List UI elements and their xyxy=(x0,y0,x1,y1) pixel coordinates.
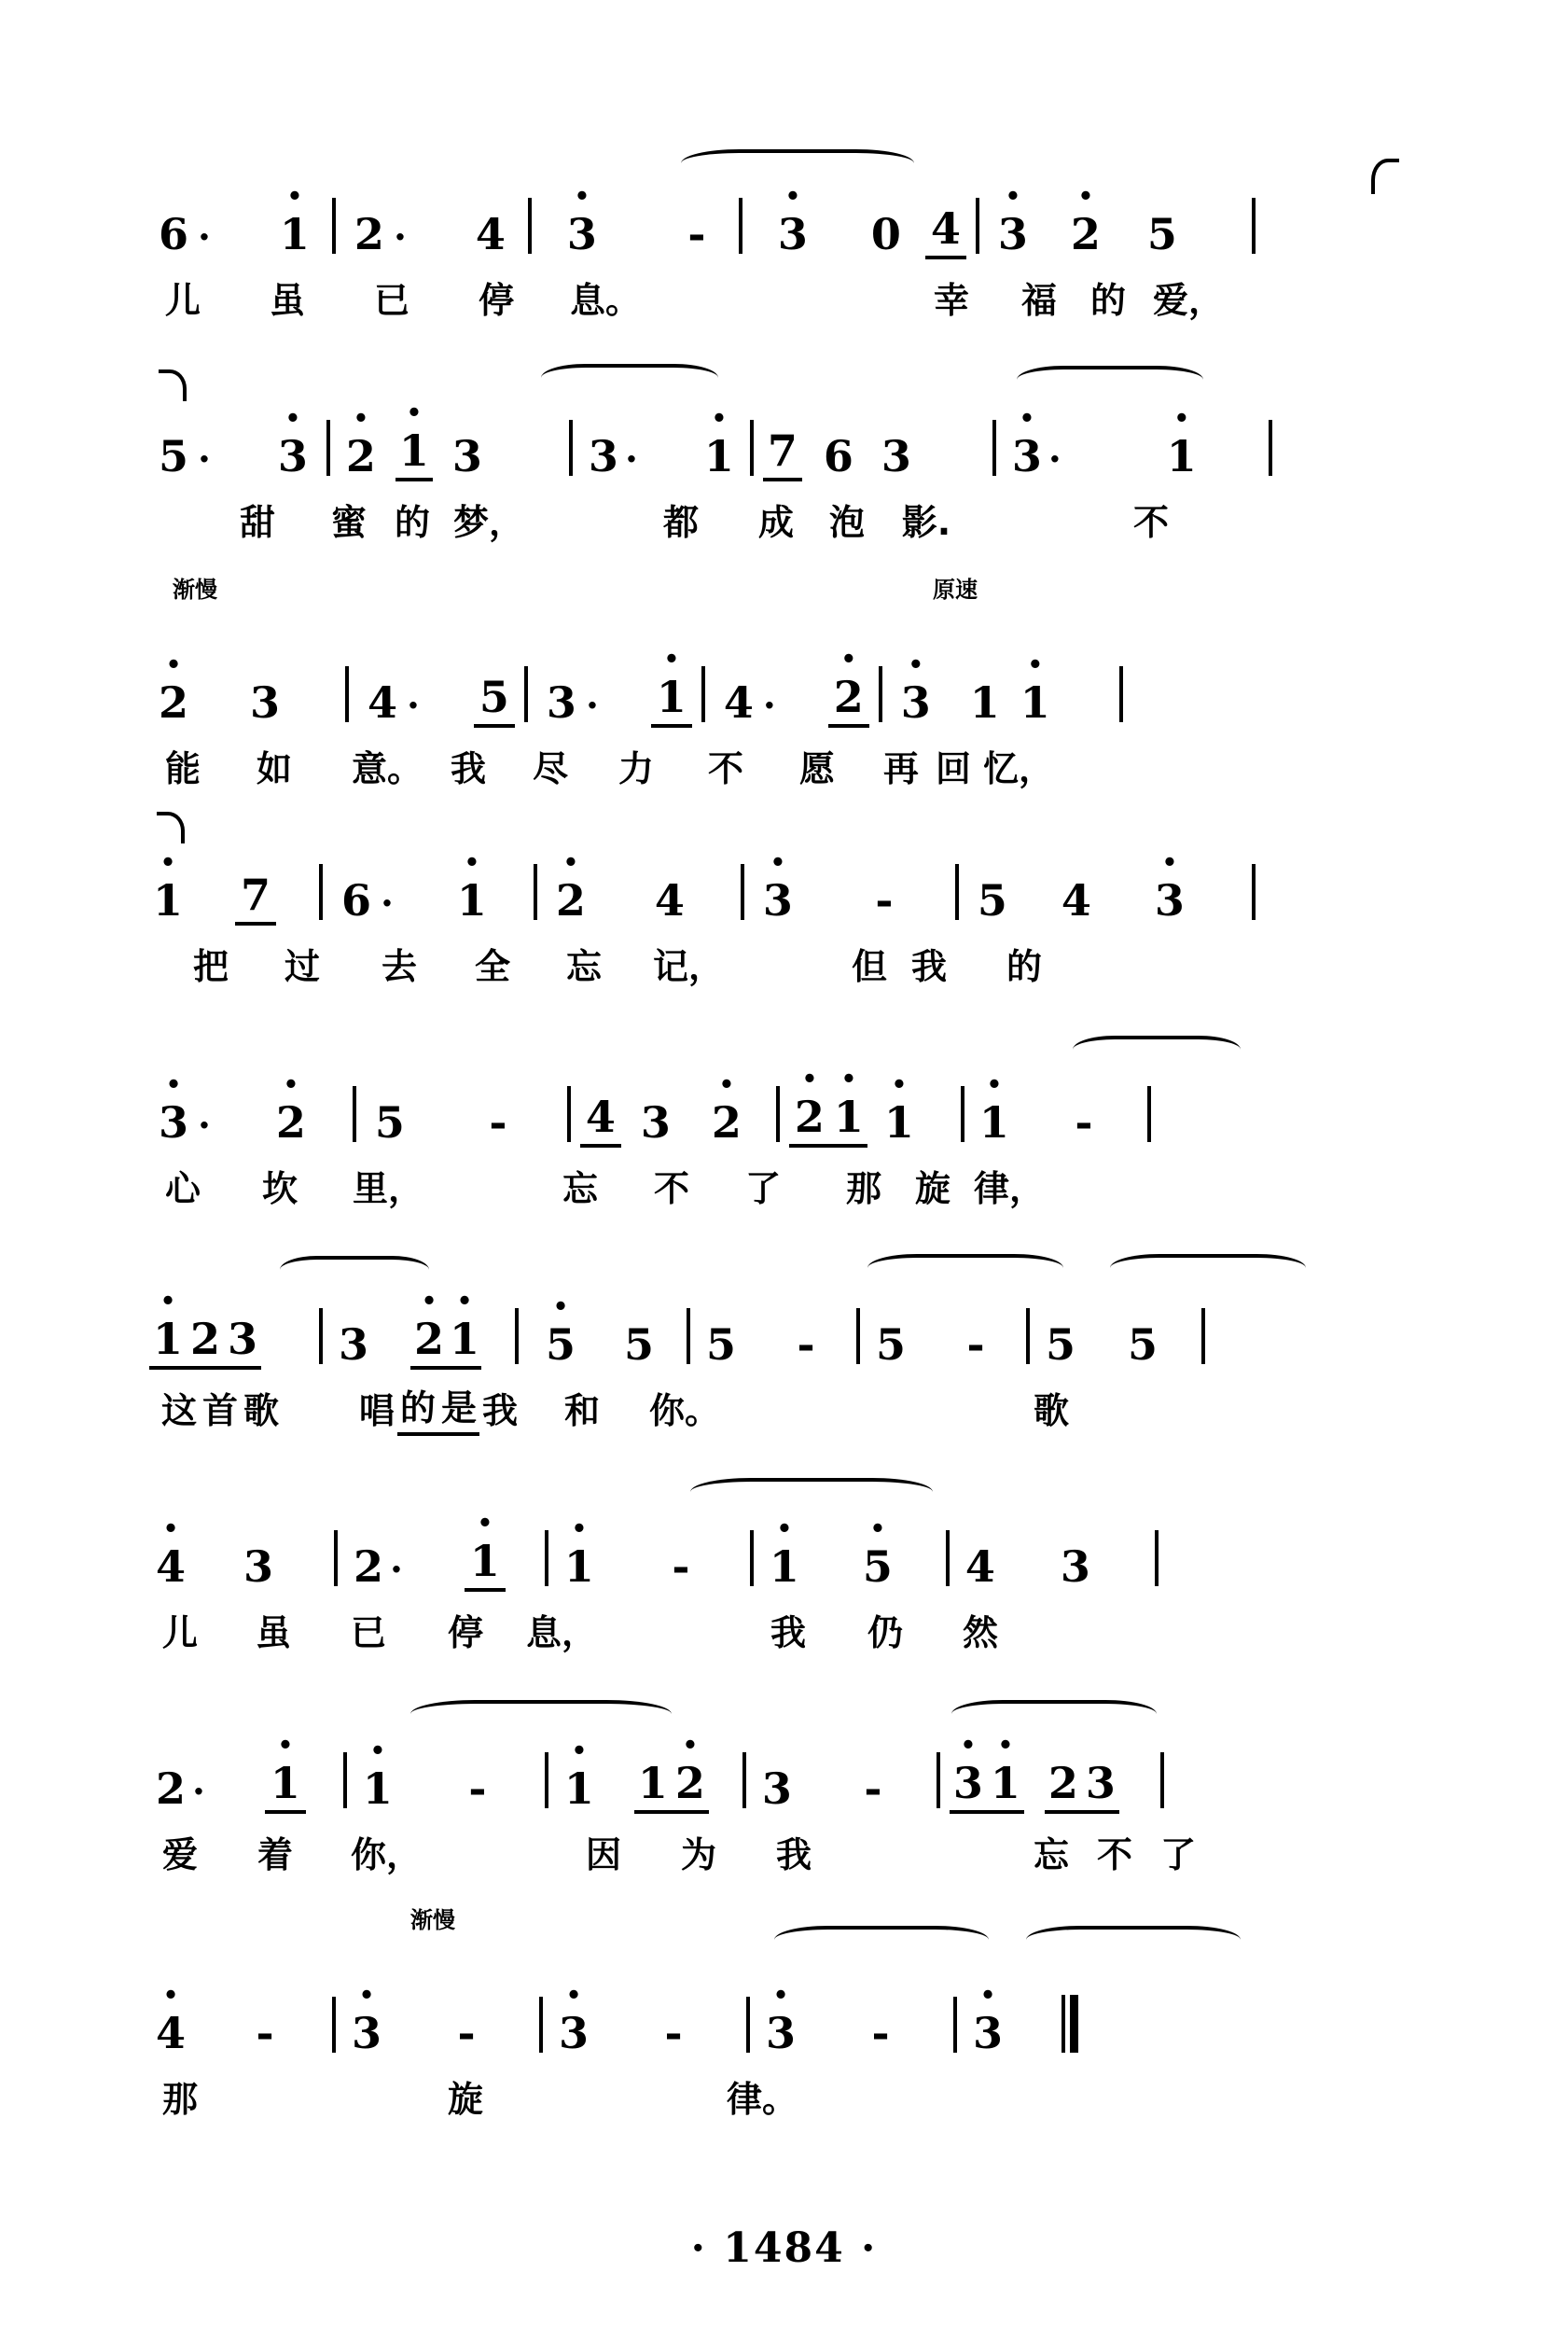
lyric-syllable: 律， xyxy=(973,1167,1045,1209)
lyric-row xyxy=(0,259,1568,334)
barline xyxy=(319,864,323,920)
lyric-syllable: 歌 xyxy=(1033,1389,1069,1431)
lyric-syllable: 愿 xyxy=(798,747,835,789)
lyric-row xyxy=(0,926,1568,1000)
note: 5 xyxy=(1146,209,1177,259)
lyric-syllable: 虽 xyxy=(269,279,305,321)
note: 4 xyxy=(723,677,754,728)
note: • 3 xyxy=(149,1097,198,1148)
note: 2 xyxy=(155,1763,186,1814)
duration-dot: · xyxy=(198,438,211,481)
lyric-syllable: 首 xyxy=(201,1389,238,1431)
dash: - xyxy=(489,1097,507,1148)
note: 5 xyxy=(875,1319,906,1370)
note: 7 xyxy=(763,425,802,481)
lyric-syllable: 影. xyxy=(901,501,951,543)
dash: - xyxy=(864,1763,882,1814)
lyric-syllable: 旋 xyxy=(447,2078,483,2120)
note: 4 xyxy=(580,1092,621,1148)
note: 4 xyxy=(925,203,966,259)
note: • 2 xyxy=(705,1097,748,1148)
note: • 5 xyxy=(539,1319,582,1370)
lyric-syllable: 歌 xyxy=(243,1389,279,1431)
barline xyxy=(534,864,537,920)
note: 4 xyxy=(654,875,685,926)
tempo-mark: 渐慢 xyxy=(410,1907,455,1933)
dash: - xyxy=(1075,1097,1093,1148)
lyric-syllable: 如 xyxy=(256,747,292,789)
note: • 1 xyxy=(149,875,187,926)
note-row xyxy=(0,1250,1568,1370)
lyric-syllable: 福 xyxy=(1020,279,1057,321)
note: • 1 xyxy=(149,1314,187,1370)
lyric-syllable: 把 xyxy=(192,945,229,987)
lyric-row xyxy=(0,1814,1568,1888)
note: • 2 xyxy=(1062,209,1110,259)
duration-dot: · xyxy=(624,438,638,481)
lyric-syllable: 你， xyxy=(350,1833,422,1875)
note: • 4 xyxy=(149,2008,192,2058)
music-system xyxy=(0,1250,1568,1472)
dash: - xyxy=(875,875,894,926)
note: 3 xyxy=(249,677,280,728)
lyric-syllable: 你。 xyxy=(648,1389,720,1431)
lyric-syllable: 虽 xyxy=(255,1611,291,1653)
note: • 3 xyxy=(1145,875,1194,926)
note: • 2 xyxy=(547,875,595,926)
barline xyxy=(1252,198,1256,254)
barline xyxy=(1026,1308,1030,1364)
note: 2 xyxy=(353,1541,383,1592)
lyric-syllable: 蜜 xyxy=(330,501,367,543)
note: • 1 xyxy=(356,1763,399,1814)
note: 5 xyxy=(705,1319,736,1370)
barline xyxy=(1252,864,1256,920)
lyric-syllable: 的 xyxy=(397,1379,438,1436)
duration-dot: · xyxy=(762,684,776,728)
note-row xyxy=(0,584,1568,728)
music-system xyxy=(0,1694,1568,1916)
duration-dot: · xyxy=(393,216,407,259)
music-system xyxy=(0,1472,1568,1694)
dash: - xyxy=(672,1541,690,1592)
barline xyxy=(524,666,528,722)
note: • 3 xyxy=(556,209,608,259)
barline xyxy=(343,1752,347,1808)
barline xyxy=(334,1530,338,1586)
note: 6 xyxy=(158,209,188,259)
lyric-syllable: 忘 xyxy=(565,945,602,987)
lyric-syllable: 着 xyxy=(257,1833,293,1875)
duration-dot: · xyxy=(585,684,599,728)
lyric-syllable: 那 xyxy=(845,1167,881,1209)
lyric-syllable: 旋 xyxy=(914,1167,951,1209)
lyric-syllable: 力 xyxy=(617,747,654,789)
lyric-syllable: 幸 xyxy=(933,279,969,321)
lyric-row xyxy=(0,1592,1568,1666)
dash: - xyxy=(256,2008,274,2058)
barline xyxy=(739,198,742,254)
note: 5 xyxy=(1127,1319,1158,1370)
barline xyxy=(955,864,959,920)
note: 2 xyxy=(354,209,384,259)
note: 2 xyxy=(187,1314,224,1370)
note: • 1 xyxy=(974,1097,1015,1148)
barline xyxy=(701,666,705,722)
lyric-syllable: 停 xyxy=(447,1611,483,1653)
lyric-syllable: 记， xyxy=(652,945,724,987)
note: 4 xyxy=(964,1541,995,1592)
lyric-syllable: 是 xyxy=(438,1379,479,1436)
barline xyxy=(776,1086,780,1142)
note-row xyxy=(0,806,1568,926)
note: 3 xyxy=(546,677,576,728)
page-number: · 1484 · xyxy=(690,2224,878,2272)
note-row xyxy=(0,1694,1568,1814)
duration-dot: · xyxy=(381,882,394,926)
lyric-syllable: 都 xyxy=(662,501,699,543)
lyric-syllable: 回 xyxy=(935,747,971,789)
note: • 1 xyxy=(763,1541,806,1592)
note: • 3 xyxy=(345,2008,388,2058)
note: • 2 xyxy=(828,672,869,728)
note: • 2 xyxy=(340,431,382,481)
note: • 1 xyxy=(558,1541,601,1592)
barline xyxy=(567,1086,571,1142)
note-row xyxy=(0,362,1568,481)
lyric-syllable: 泡 xyxy=(828,501,865,543)
note: 5 xyxy=(1045,1319,1075,1370)
note: • 1 xyxy=(267,209,323,259)
duration-dot: · xyxy=(407,684,420,728)
note: 5 xyxy=(623,1319,654,1370)
note: • 3 xyxy=(269,431,317,481)
note-row xyxy=(0,1472,1568,1592)
lyric-syllable: 我 xyxy=(775,1833,812,1875)
music-system xyxy=(0,140,1568,362)
lyric-syllable: 过 xyxy=(284,945,320,987)
dash: - xyxy=(457,2008,476,2058)
note-row xyxy=(0,140,1568,259)
lyric-syllable: 坎 xyxy=(261,1167,298,1209)
barline xyxy=(332,198,336,254)
note: • 3 xyxy=(966,2008,1009,2058)
music-system xyxy=(0,1907,1568,2139)
note: • 1 xyxy=(395,425,433,481)
note: • 1 xyxy=(987,1758,1024,1814)
lyric-row xyxy=(0,481,1568,556)
lyric-syllable: 不 xyxy=(1096,1833,1132,1875)
note: • 1 xyxy=(448,1314,481,1370)
lyric-syllable: 我 xyxy=(450,747,486,789)
lyric-syllable: 了 xyxy=(1159,1833,1196,1875)
barline xyxy=(976,198,979,254)
lyric-syllable: 我 xyxy=(481,1389,518,1431)
note: • 1 xyxy=(1160,431,1203,481)
note: 3 xyxy=(451,431,482,481)
barline xyxy=(879,666,882,722)
note: 1 xyxy=(969,677,1000,728)
tempo-mark: 渐慢 xyxy=(173,577,217,603)
barline xyxy=(992,420,996,476)
note-row xyxy=(0,1916,1568,2058)
lyric-syllable: 意。 xyxy=(351,747,423,789)
dash: - xyxy=(797,1319,815,1370)
note: 6 xyxy=(340,875,371,926)
barline xyxy=(515,1308,519,1364)
tempo-mark: 原速 xyxy=(933,577,978,603)
lyric-row xyxy=(0,1148,1568,1222)
note: 5 xyxy=(374,1097,405,1148)
lyric-syllable: 但 xyxy=(851,945,887,987)
note: 3 xyxy=(1082,1758,1119,1814)
barline xyxy=(953,1997,957,2053)
barline xyxy=(1160,1752,1164,1808)
note: 4 xyxy=(367,677,397,728)
final-barline xyxy=(1062,1995,1078,2053)
duration-dot: · xyxy=(1048,438,1062,481)
note: • 2 xyxy=(789,1092,830,1148)
lyric-syllable: 儿 xyxy=(164,279,201,321)
lyric-syllable: 爱， xyxy=(1152,279,1224,321)
lyric-syllable: 息。 xyxy=(569,279,641,321)
note: 7 xyxy=(235,870,276,926)
note: • 3 xyxy=(989,209,1037,259)
note: • 3 xyxy=(552,2008,595,2058)
note-row xyxy=(0,1028,1568,1148)
barline xyxy=(539,1997,543,2053)
barline xyxy=(1155,1530,1159,1586)
lyric-row xyxy=(0,2058,1568,2133)
lyric-syllable: 已 xyxy=(373,279,409,321)
note: 2 xyxy=(1045,1758,1082,1814)
lyric-syllable: 忘 xyxy=(562,1167,598,1209)
lyric-syllable: 全 xyxy=(474,945,510,987)
note: 1 xyxy=(634,1758,672,1814)
music-system xyxy=(0,806,1568,1028)
dash: - xyxy=(468,1763,487,1814)
lyric-syllable: 因 xyxy=(585,1833,621,1875)
barline xyxy=(742,1752,746,1808)
note: • 3 xyxy=(759,2008,802,2058)
barline xyxy=(961,1086,964,1142)
note: 5 xyxy=(158,431,188,481)
lyric-syllable: 为 xyxy=(680,1833,716,1875)
barline xyxy=(741,864,744,920)
lyric-syllable: 能 xyxy=(164,747,201,789)
lyric-syllable: 心 xyxy=(164,1167,201,1209)
note: 3 xyxy=(881,431,911,481)
lyric-syllable: 甜 xyxy=(239,501,275,543)
note: 6 xyxy=(823,431,853,481)
note: • 1 xyxy=(265,1758,306,1814)
barline xyxy=(937,1752,940,1808)
dash: - xyxy=(687,209,706,259)
lyric-syllable: 了 xyxy=(744,1167,781,1209)
note: • 2 xyxy=(672,1758,709,1814)
note: 4 xyxy=(1061,875,1091,926)
lyric-syllable: 然 xyxy=(962,1611,998,1653)
barline xyxy=(326,420,330,476)
lyric-syllable: 仍 xyxy=(867,1611,903,1653)
dash: - xyxy=(966,1319,985,1370)
lyric-syllable: 的 xyxy=(1089,279,1126,321)
lyric-syllable: 忆， xyxy=(982,747,1054,789)
music-system xyxy=(0,577,1568,806)
music-system xyxy=(0,1028,1568,1250)
barline xyxy=(856,1308,860,1364)
lyric-syllable: 去 xyxy=(381,945,417,987)
lyric-syllable: 不 xyxy=(707,747,743,789)
lyric-syllable: 唱 xyxy=(358,1389,395,1431)
barline xyxy=(750,1530,754,1586)
note: • 1 xyxy=(830,1092,867,1148)
lyric-syllable: 那 xyxy=(161,2078,198,2120)
lyric-syllable: 成 xyxy=(757,501,794,543)
note: 3 xyxy=(1060,1541,1090,1592)
dash: - xyxy=(871,2008,890,2058)
barline xyxy=(1119,666,1123,722)
lyric-syllable: 的 xyxy=(394,501,430,543)
duration-dot: · xyxy=(198,1104,211,1148)
note: • 3 xyxy=(754,875,802,926)
lyric-syllable: 尽 xyxy=(532,747,568,789)
lyric-syllable: 忘 xyxy=(1033,1833,1069,1875)
lyric-syllable: 再 xyxy=(882,747,919,789)
barline xyxy=(746,1997,750,2053)
barline xyxy=(1201,1308,1205,1364)
lyric-row xyxy=(0,728,1568,802)
note: • 2 xyxy=(267,1097,315,1148)
lyric-syllable: 息， xyxy=(525,1611,597,1653)
note: 0 xyxy=(870,209,901,259)
lyric-syllable: 我 xyxy=(770,1611,806,1653)
note: 5 xyxy=(474,672,515,728)
note: • 2 xyxy=(410,1314,448,1370)
note: • 1 xyxy=(465,1536,506,1592)
lyric-syllable: 梦， xyxy=(452,501,524,543)
lyric-syllable: 不 xyxy=(653,1167,689,1209)
note: 3 xyxy=(338,1319,368,1370)
note: 3 xyxy=(224,1314,261,1370)
note: 4 xyxy=(475,209,506,259)
note: 3 xyxy=(640,1097,671,1148)
barline xyxy=(1147,1086,1151,1142)
lyric-syllable: 不 xyxy=(1132,501,1169,543)
note: • 3 xyxy=(950,1758,987,1814)
barline xyxy=(750,420,754,476)
duration-dot: · xyxy=(390,1548,403,1592)
note: • 1 xyxy=(881,1097,918,1148)
duration-dot: · xyxy=(192,1770,205,1814)
barline xyxy=(345,666,349,722)
music-system xyxy=(0,362,1568,584)
note: • 5 xyxy=(856,1541,899,1592)
lyric-row xyxy=(0,1370,1568,1444)
barline xyxy=(946,1530,950,1586)
barline xyxy=(687,1308,690,1364)
lyric-syllable: 这 xyxy=(160,1389,197,1431)
note: • 1 xyxy=(558,1763,601,1814)
note: • 2 xyxy=(149,677,198,728)
barline xyxy=(353,1086,356,1142)
lyric-syllable: 我 xyxy=(910,945,947,987)
lyric-syllable: 的 xyxy=(1006,945,1042,987)
note: • 1 xyxy=(1017,677,1054,728)
lyric-syllable: 停 xyxy=(478,279,514,321)
lyric-syllable: 和 xyxy=(563,1389,600,1431)
duration-dot: · xyxy=(198,216,211,259)
lyric-syllable: 里， xyxy=(352,1167,423,1209)
note: • 3 xyxy=(892,677,940,728)
note: 5 xyxy=(977,875,1007,926)
note: • 4 xyxy=(149,1541,192,1592)
barline xyxy=(545,1752,548,1808)
barline xyxy=(319,1308,323,1364)
barline xyxy=(569,420,573,476)
lyric-syllable: 已 xyxy=(350,1611,386,1653)
note: • 1 xyxy=(651,672,692,728)
lyric-syllable: 爱 xyxy=(161,1833,198,1875)
barline xyxy=(545,1530,548,1586)
note: 3 xyxy=(761,1763,792,1814)
note: 3 xyxy=(588,431,618,481)
dash: - xyxy=(664,2008,683,2058)
note: • 3 xyxy=(1006,431,1048,481)
note: • 3 xyxy=(767,209,819,259)
barline xyxy=(1269,420,1272,476)
note: 3 xyxy=(243,1541,273,1592)
note: • 1 xyxy=(451,875,493,926)
lyric-syllable: 儿 xyxy=(161,1611,198,1653)
lyric-syllable: 律。 xyxy=(726,2078,798,2120)
note: • 1 xyxy=(698,431,741,481)
barline xyxy=(332,1997,336,2053)
barline xyxy=(528,198,532,254)
